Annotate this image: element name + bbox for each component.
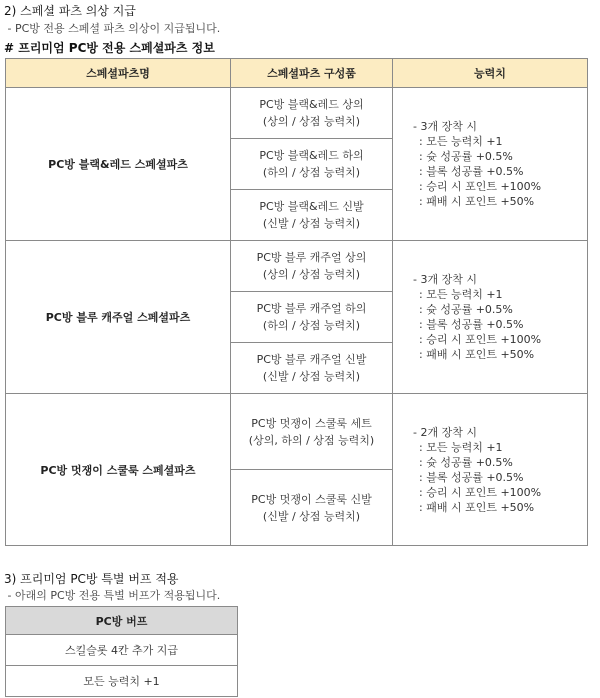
section2-title: 2) 스페셜 파츠 의상 지급 xyxy=(4,4,136,18)
section3-title: 3) 프리미엄 PC방 특별 버프 적용 xyxy=(4,572,179,586)
ability-line: : 패배 시 포인트 +50% xyxy=(419,500,535,514)
part-type: (신발 / 상점 능력치) xyxy=(262,370,361,383)
ability-cell xyxy=(393,88,588,241)
ability-line: : 슛 성공률 +0.5% xyxy=(419,303,513,316)
table-row xyxy=(6,666,238,697)
ability-line: - 3개 장착 시 xyxy=(413,120,477,133)
table-row xyxy=(6,88,588,139)
ability-line: : 모든 능력치 +1 xyxy=(419,440,503,454)
ability-cell xyxy=(393,241,588,394)
header-components: 스페셜파츠 구성품 xyxy=(231,59,393,88)
buff-header: PC방 버프 xyxy=(6,607,238,635)
part-type: (하의 / 상점 능력치) xyxy=(262,166,361,179)
table-header-row xyxy=(6,607,238,635)
table-row xyxy=(6,394,588,470)
table-header-row xyxy=(6,59,588,88)
part-type: (신발 / 상점 능력치) xyxy=(262,509,361,523)
part-type: (신발 / 상점 능력치) xyxy=(262,217,361,230)
part-cell xyxy=(231,139,393,190)
set-name: PC방 멋쟁이 스쿨룩 스페셜파츠 xyxy=(6,394,231,546)
section3-description: - 아래의 PC방 전용 특별 버프가 적용됩니다. xyxy=(4,589,221,602)
part-name: PC방 블랙&레드 신발 xyxy=(259,200,364,213)
ability-line: : 슛 성공률 +0.5% xyxy=(419,150,513,163)
ability-line: : 블록 성공률 +0.5% xyxy=(419,165,524,178)
buff-item: 스킬슬롯 4칸 추가 지급 xyxy=(6,635,238,666)
ability-line: : 모든 능력치 +1 xyxy=(419,288,503,301)
ability-line: : 패배 시 포인트 +50% xyxy=(419,195,535,208)
part-cell xyxy=(231,241,393,292)
spec-info-title: # 프리미엄 PC방 전용 스페셜파츠 정보 xyxy=(4,41,215,55)
special-parts-table xyxy=(5,58,588,546)
pc-buff-table xyxy=(5,606,238,697)
ability-line: - 3개 장착 시 xyxy=(413,273,477,286)
part-cell xyxy=(231,394,393,470)
part-name: PC방 멋쟁이 스쿨룩 신발 xyxy=(251,492,372,506)
ability-line: : 승리 시 포인트 +100% xyxy=(419,180,542,193)
ability-line: - 2개 장착 시 xyxy=(413,425,477,439)
part-name: PC방 블랙&레드 상의 xyxy=(259,98,364,111)
part-cell xyxy=(231,343,393,394)
part-type: (상의 / 상점 능력치) xyxy=(262,115,361,128)
ability-line: : 승리 시 포인트 +100% xyxy=(419,485,542,499)
ability-line: : 슛 성공률 +0.5% xyxy=(419,455,513,469)
part-type: (상의, 하의 / 상점 능력치) xyxy=(248,433,375,447)
buff-item: 모든 능력치 +1 xyxy=(6,666,238,697)
part-name: PC방 블루 캐주얼 하의 xyxy=(256,302,367,315)
header-set-name: 스페셜파츠명 xyxy=(6,59,231,88)
ability-line: : 모든 능력치 +1 xyxy=(419,135,503,148)
part-type: (하의 / 상점 능력치) xyxy=(262,319,361,332)
table-row xyxy=(6,635,238,666)
part-cell xyxy=(231,292,393,343)
part-name: PC방 블루 캐주얼 상의 xyxy=(256,251,367,264)
ability-line: : 승리 시 포인트 +100% xyxy=(419,333,542,346)
part-cell xyxy=(231,190,393,241)
part-cell xyxy=(231,470,393,546)
set-name: PC방 블루 캐주얼 스페셜파츠 xyxy=(6,241,231,394)
part-name: PC방 블루 캐주얼 신발 xyxy=(256,353,367,366)
ability-cell xyxy=(393,394,588,546)
section2-description: - PC방 전용 스페셜 파츠 의상이 지급됩니다. xyxy=(4,22,221,35)
ability-line: : 패배 시 포인트 +50% xyxy=(419,348,535,361)
part-name: PC방 블랙&레드 하의 xyxy=(259,149,364,162)
header-ability: 능력치 xyxy=(393,59,588,88)
set-name: PC방 블랙&레드 스페셜파츠 xyxy=(6,88,231,241)
ability-line: : 블록 성공률 +0.5% xyxy=(419,470,524,484)
part-cell xyxy=(231,88,393,139)
ability-line: : 블록 성공률 +0.5% xyxy=(419,318,524,331)
part-name: PC방 멋쟁이 스쿨룩 세트 xyxy=(251,416,372,430)
table-row xyxy=(6,241,588,292)
part-type: (상의 / 상점 능력치) xyxy=(262,268,361,281)
